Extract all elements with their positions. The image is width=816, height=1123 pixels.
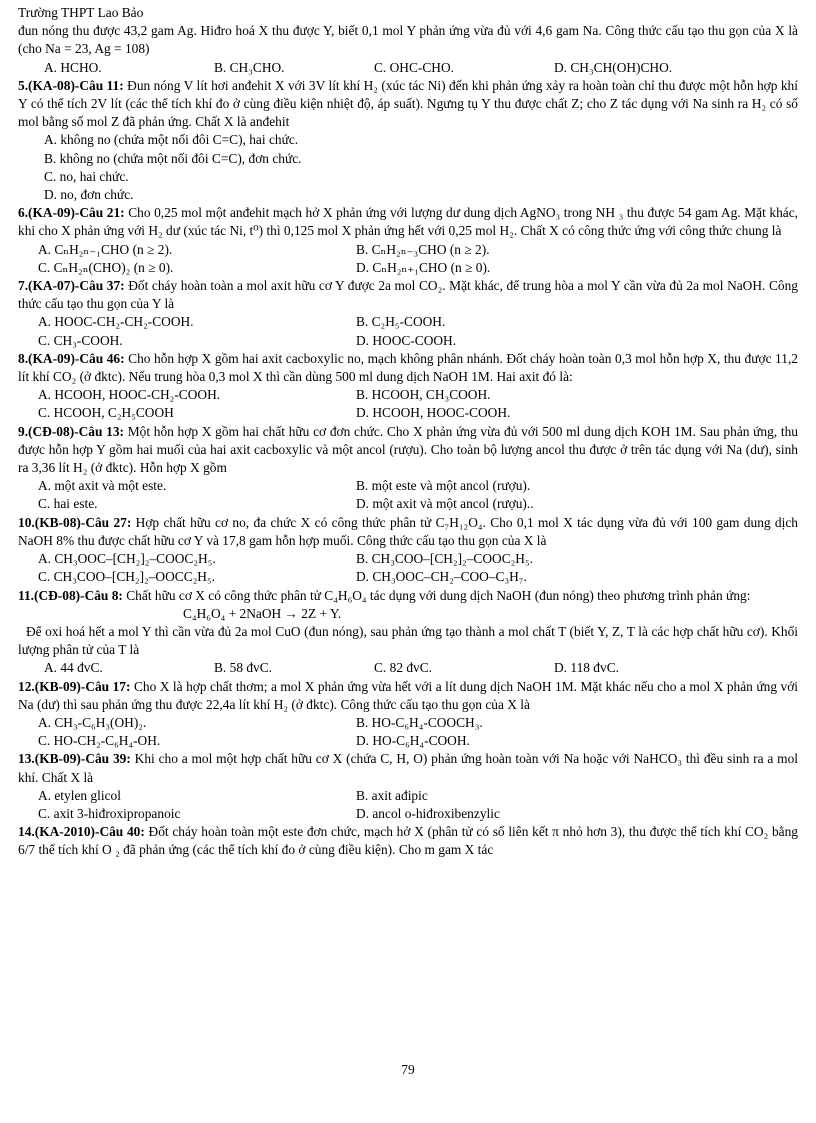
answer-c: C. 82 đvC.	[374, 660, 433, 676]
answer-b: B. 58 đvC.	[214, 660, 273, 676]
answer-b: B. CH₃CHO.	[214, 59, 285, 75]
answer-a: A. HCHO.	[44, 59, 102, 75]
answer-b: B. không no (chứa một nối đôi C=C), đơn chức.	[44, 150, 302, 166]
question-11	[18, 587, 798, 605]
question-5	[18, 77, 798, 132]
question-text: Hợp chất hữu cơ no, đa chức X có công thức phân tử C₇H₁₂O₄. Cho 0,1 mol X tác dụng vừa đủ với 100 gam dung dịch NaOH 8% thu được chất hữu cơ Y và 17,8 gam hỗn hợp muối. Công thức cấu tạo thu gọn của X là	[18, 514, 798, 548]
answer-a: A. một axit và một este.	[38, 478, 167, 494]
answer-c: C. OHC-CHO.	[374, 59, 454, 75]
answer-d: D. HO-C₆H₄-COOH.	[356, 733, 470, 749]
answer-d: D. 118 đvC.	[554, 660, 619, 676]
question-text: Cho 0,25 mol một anđehit mạch hở X phản ứng với lượng dư dung dịch AgNO₃ trong NH ₃ thu được 54 gam Ag. Mặt khác, khi cho X phản ứng với H₂ dư (xúc tác Ni, t⁰) thì 0,125 mol X phản ứng hết với 0,25 mol H₂. Chất X có công thức ứng với công thức chung là	[18, 205, 798, 239]
question-14	[18, 823, 798, 859]
q10-answers	[18, 550, 798, 586]
answer-a: A. etylen glicol	[38, 787, 121, 803]
page-number: 79	[401, 1062, 415, 1077]
question-text: Một hỗn hợp X gồm hai chất hữu cơ đơn chức. Cho X phản ứng vừa đủ với 500 ml dung dịch KOH 1M. Sau phản ứng, thu được hỗn hợp Y gồm hai muối của hai axit cacboxylic và một ancol (rượu). Cho toàn bộ lượng ancol thu được ở trên tác dụng với Na (dư), sinh ra 3,36 lít H₂ (ở đktc). Hỗn hợp X gồm	[18, 423, 798, 476]
answer-c: C. CH₃COO–[CH₂]₂–OOCC₂H₅.	[38, 569, 215, 585]
q9-answers	[18, 477, 798, 513]
q8-answers	[18, 386, 798, 422]
answer-a: A. không no (chứa một nối đôi C=C), hai chức.	[44, 132, 299, 148]
answer-a: A. CH₃-C₆H₃(OH)₂.	[38, 714, 147, 730]
question-text: Khi cho a mol một hợp chất hữu cơ X (chứa C, H, O) phản ứng hoàn toàn với Na hoặc với NaHCO₃ thì đều sinh ra a mol khí. Chất X là	[18, 751, 798, 785]
answer-b: B. HO-C₆H₄-COOCH₃.	[356, 714, 483, 730]
q4-tail-text: đun nóng thu được 43,2 gam Ag. Hiđro hoá X thu được Y, biết 0,1 mol Y phản ứng vừa đủ với 4,6 gam Na. Công thức cấu tạo thu gọn của X là (cho Na = 23, Ag = 108)	[18, 23, 798, 57]
answer-b: B. CH₃COO–[CH₂]₂–COOC₂H₅.	[356, 551, 533, 567]
question-tag: 11.(CĐ-08)-Câu 8:	[18, 587, 123, 603]
answer-c: C. CₙH₂ₙ(CHO)₂ (n ≥ 0).	[38, 259, 174, 275]
document-page	[18, 4, 798, 860]
answer-b: B. C₂H₅-COOH.	[356, 314, 446, 330]
answer-c: C. axit 3-hiđroxipropanoic	[38, 805, 181, 821]
question-9	[18, 423, 798, 478]
answer-b: B. CₙH₂ₙ₋₃CHO (n ≥ 2).	[356, 241, 490, 257]
q6-answers	[18, 241, 798, 277]
answer-a: A. HOOC-CH₂-CH₂-COOH.	[38, 314, 194, 330]
question-tag: 9.(CĐ-08)-Câu 13:	[18, 423, 124, 439]
q5-answers	[18, 131, 798, 204]
question-6	[18, 204, 798, 240]
q4-answers	[18, 59, 798, 77]
question-13	[18, 750, 798, 786]
question-tag: 10.(KB-08)-Câu 27:	[18, 514, 132, 530]
school-header: Trường THPT Lao Bảo	[18, 5, 144, 20]
answer-d: D. CₙH₂ₙ₊₁CHO (n ≥ 0).	[356, 259, 491, 275]
answer-b: B. HCOOH, CH₃COOH.	[356, 387, 491, 403]
reaction-equation: C₄H₆O₄ + 2NaOH → 2Z + Y.	[183, 605, 342, 621]
answer-d: D. ancol o-hiđroxibenzylic	[356, 805, 500, 821]
question-text: Đun nóng V lít hơi anđehit X với 3V lít khí H₂ (xúc tác Ni) đến khi phản ứng xảy ra hoàn toàn chỉ thu được một hỗn hợp khí Y có thể tích 2V lít (các thể tích khí đo ở cùng điều kiện nhiệt độ, áp suất). Ngưng tụ Y thu được chất Z; cho Z tác dụng với Na sinh ra H₂ có số mol bằng số mol Z đã phản ứng. Chất X là anđehit	[18, 77, 798, 130]
question-tag: 7.(KA-07)-Câu 37:	[18, 278, 125, 294]
question-7	[18, 277, 798, 313]
q11-answers	[18, 659, 798, 677]
question-text: Cho X là hợp chất thơm; a mol X phản ứng vừa hết với a lít dung dịch NaOH 1M. Mặt khác nếu cho a mol X phản ứng với Na (dư) thì sau phản ứng thu được 22,4a lít khí H₂ (ở đktc). Công thức cấu tạo thu gọn của X là	[18, 678, 799, 712]
answer-c: C. HCOOH, C₂H₅COOH	[38, 405, 174, 421]
answer-a: A. 44 đvC.	[44, 660, 103, 676]
q7-answers	[18, 313, 798, 349]
answer-b: B. một este và một ancol (rượu).	[356, 478, 531, 494]
answer-d: D. CH₃OOC–CH₂–COO–C₃H₇.	[356, 569, 527, 585]
q13-answers	[18, 787, 798, 823]
answer-d: D. một axit và một ancol (rượu)..	[356, 496, 534, 512]
answer-c: C. no, hai chức.	[44, 168, 129, 184]
question-tag: 5.(KA-08)-Câu 11:	[18, 77, 124, 93]
answer-d: D. HCOOH, HOOC-COOH.	[356, 405, 511, 421]
question-tag: 6.(KA-09)-Câu 21:	[18, 205, 125, 221]
answer-a: A. HCOOH, HOOC-CH₂-COOH.	[38, 387, 221, 403]
answer-d: D. no, đơn chức.	[44, 187, 134, 203]
answer-d: D. CH₃CH(OH)CHO.	[554, 59, 673, 75]
q12-answers	[18, 714, 798, 750]
answer-c: C. CH₃-COOH.	[38, 332, 123, 348]
question-tag: 13.(KB-09)-Câu 39:	[18, 751, 131, 767]
question-text-2: Để oxi hoá hết a mol Y thì cần vừa đủ 2a mol CuO (đun nóng), sau phản ứng tạo thành a mol chất T (biết Y, Z, T là các hợp chất hữu cơ). Khối lượng phân tử của T là	[18, 623, 798, 658]
question-text: Đốt cháy hoàn toàn a mol axit hữu cơ Y được 2a mol CO₂. Mặt khác, để trung hòa a mol Y cần vừa đủ 2a mol NaOH. Công thức cấu tạo thu gọn của Y là	[18, 278, 798, 312]
answer-c: C. hai este.	[38, 496, 98, 512]
question-8	[18, 350, 798, 386]
question-tag: 12.(KB-09)-Câu 17:	[18, 678, 131, 694]
question-text: Cho hỗn hợp X gồm hai axit cacboxylic no, mạch không phân nhánh. Đốt cháy hoàn toàn 0,3 mol hỗn hợp X, thu được 11,2 lít khí CO₂ (ở đktc). Nếu trung hòa 0,3 mol X thì cần dùng 500 ml dung dịch NaOH 1M. Hai axit đó là:	[18, 350, 798, 385]
question-10	[18, 514, 798, 550]
question-12	[18, 678, 798, 714]
answer-a: A. CH₃OOC–[CH₂]₂–COOC₂H₅.	[38, 551, 216, 567]
answer-b: B. axit ađipic	[356, 787, 428, 803]
question-text: Chất hữu cơ X có công thức phân tử C₄H₆O₄ tác dụng với dung dịch NaOH (đun nóng) theo phương trình phản ứng:	[126, 587, 751, 603]
answer-d: D. HOOC-COOH.	[356, 332, 457, 348]
question-tag: 14.(KA-2010)-Câu 40:	[18, 824, 145, 840]
answer-c: C. HO-CH₂-C₆H₄-OH.	[38, 733, 161, 749]
question-text: Đốt cháy hoàn toàn một este đơn chức, mạch hở X (phân tử có số liên kết π nhỏ hơn 3), thu được thể tích khí CO₂ bằng 6/7 thể tích khí O ₂ đã phản ứng (các thể tích khí đo ở cùng điều kiện). Cho m gam X tác	[18, 824, 799, 858]
answer-a: A. CₙH₂ₙ₋₁CHO (n ≥ 2).	[38, 241, 173, 257]
question-tag: 8.(KA-09)-Câu 46:	[18, 350, 125, 366]
